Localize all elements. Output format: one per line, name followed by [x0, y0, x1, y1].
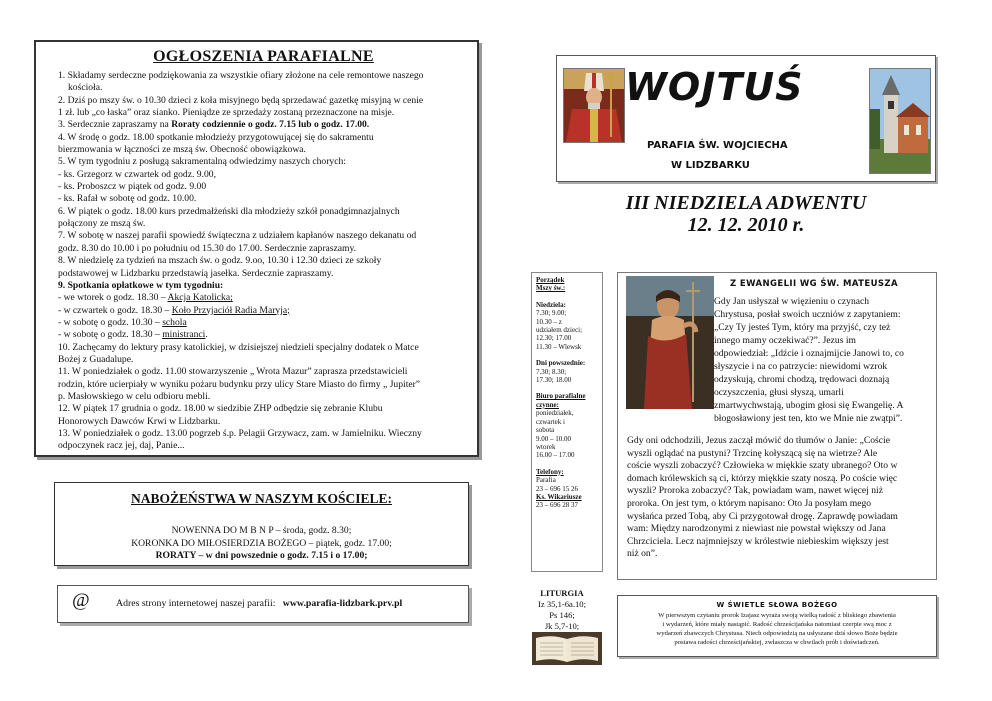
schedule-line: 10.30 – z — [536, 317, 562, 326]
gospel-line: „Czy Ty jesteś Tym, który ma przyjść, czy też — [714, 322, 891, 333]
schedule-line: 23 – 696 15 26 — [536, 484, 578, 493]
announcement-line: 10. Zachęcamy do lektury prasy katolickiej, w dzisiejszej niedzieli specjalny dodatek o Matce — [58, 341, 419, 353]
announcement-line: 1. Składamy serdeczne podziękowania za wszystkie ofiary złożone na cele remontowe naszego — [58, 70, 424, 81]
announcement-line: p. Masłowskiego w celu odbioru mebli. — [58, 390, 211, 402]
gospel-box — [617, 272, 937, 580]
sunday-name: III NIEDZIELA ADWENTU — [625, 192, 867, 214]
announcement-line: Honorowych Dawców Krwi w Lidzbarku. — [58, 415, 221, 427]
group-link: ministranci — [162, 329, 206, 341]
schedule-line: 9.00 – 10.00 — [536, 434, 571, 443]
schedule-line: 7.30; 9.00; — [536, 309, 567, 318]
announcement-line: 11. W poniedziałek o godz. 11.00 stowarzyszenie „ Wrota Mazur” zaprasza przedstawicieli — [58, 366, 408, 378]
gospel-body-line: coście wyszli zobaczyć? Człowieka w miękkie szaty ubranego? Oto w — [627, 460, 898, 471]
announcement-line: 8. W niedzielę za tydzień na mszach św. o godz. 9.oo, 10.30 i 12.30 dzieci ze szkoły — [58, 255, 382, 267]
mass-schedule-sidebar — [531, 272, 603, 572]
announcement-line: rodzin, które ucierpiały w wyniku pożaru budynku przy ulicy Stare Miasto do firmy „ Jupiter” — [58, 378, 421, 390]
word-line: W pierwszym czytaniu prorok Izajasz wyraża swoją wielką radość z bliskiego zbawienia — [658, 612, 896, 619]
schedule-line: 12.30; 17.00 — [536, 334, 572, 343]
sunday-heading — [556, 192, 936, 236]
announcement-line: odpoczynek racz jej, daj, Panie... — [58, 440, 185, 452]
phones-label: Telefony: — [536, 467, 564, 476]
service-line: NOWENNA DO M B N P – środa, godz. 8.30; — [171, 525, 352, 536]
gospel-line: zmartwychwstają, ubogim głosi się Ewangelię. A — [714, 400, 904, 411]
schedule-title: Porządek — [536, 276, 565, 284]
gospel-line: odzyskują, chromi chodzą, trędowaci doznają — [714, 374, 890, 385]
gospel-line: odpowiedział: „Idźcie i oznajmijcie Janowi to, co — [714, 348, 904, 359]
announcement-line: 13. W poniedziałek o godz. 13.00 pogrzeb ś.p. Pelagii Grzywacz, zam. w Jamielniku. Wieczny — [58, 427, 422, 439]
gospel-title: Z EWANGELII WG ŚW. MATEUSZA — [730, 279, 898, 289]
liturgy-title: LITURGIA — [540, 588, 584, 598]
schedule-line: sobota — [536, 426, 555, 435]
gospel-body-line: wyszli oglądać na pustyni? Trzcinę kołyszącą się na wietrze? Ale — [627, 448, 878, 459]
vicars-label: Ks. Wikariusze — [536, 492, 582, 501]
announcement-line-roraty: 3. Serdecznie zapraszamy na Roraty codziennie o godz. 7.15 lub o godz. 17.00. — [58, 119, 370, 131]
liturgy-reading: Jk 5,7-10; — [544, 621, 580, 631]
announcement-line: godz. 8.30 do 10.00 i po południu od 15.30 do 17.00. Serdecznie zapraszamy. — [58, 242, 357, 254]
word-line: i wydarzeń, które miały nastąpić. Radość chrześcijańska natomiast czerpie swą moc z — [662, 621, 892, 628]
announcement-line: - ks. Proboszcz w piątek od godz. 9.00 — [58, 181, 207, 193]
service-line-roraty: RORATY – w dni powszednie o godz. 7.15 i o 17.00; — [155, 550, 368, 561]
schedule-line: udziałem dzieci; — [536, 326, 583, 335]
wafer-meetings-heading: 9. Spotkania opłatkowe w tym tygodniu: — [58, 279, 224, 291]
office-label: czynne: — [536, 400, 559, 409]
roraty-bold: Roraty codziennie o godz. 7.15 lub o godz. 17.00. — [171, 119, 370, 131]
service-line: KORONKA DO MIŁOSIERDZIA BOŻEGO – piątek, godz. 17.00; — [131, 537, 392, 549]
website-label: Adres strony internetowej naszej parafii: — [116, 598, 276, 609]
weekday-label: Dni powszednie: — [536, 359, 586, 368]
schedule-line: Parafia — [536, 476, 556, 485]
announcements-title: OGŁOSZENIA PARAFIALNE — [153, 48, 374, 65]
john-baptist-painting — [626, 276, 714, 409]
liturgy-block — [522, 588, 602, 632]
open-bible-image — [532, 632, 602, 665]
website-line — [116, 598, 402, 609]
schedule-line: poniedziałek, — [536, 409, 574, 418]
gospel-line: innego mamy oczekiwać?”. Jezus im — [714, 335, 856, 346]
group-link: Koło Przyjaciół Radia Maryja; — [171, 304, 290, 316]
schedule-line: wtorek — [536, 442, 556, 451]
newsletter-title: WOJTUŚ — [625, 65, 804, 109]
wafer-meeting-item: - we wtorek o godz. 18.30 – Akcja Katolicka; — [58, 292, 233, 304]
masthead-box — [556, 55, 936, 182]
word-line: wydarzeń zbawczych Chrystusa. Niech odpowiedzią na usłyszane dziś słowo Boże będzie — [656, 630, 898, 637]
announcement-line: kościoła. — [68, 82, 103, 94]
announcement-line: bierzmowania w łączności ze mszą św. Obecność obowiązkowa. — [58, 144, 306, 156]
announcements-box — [34, 40, 479, 457]
announcement-line: Bożej z Guadalupe. — [58, 353, 134, 365]
wafer-meeting-item: - w sobotę o godz. 18.30 – ministranci. — [58, 329, 208, 341]
wafer-meeting-item: - w sobotę o godz. 10.30 – schola — [58, 316, 187, 328]
liturgy-reading: Ps 146; — [549, 610, 575, 620]
gospel-body-line: Gdy oni odchodzili, Jezus zaczął mówić do tłumów o Janie: „Coście — [627, 435, 890, 446]
gospel-body-line: wam: Między narodzonymi z niewiast nie powstał większy od Jana — [627, 523, 886, 534]
schedule-line: 11.30 – Wlewsk — [536, 342, 582, 351]
schedule-title: Mszy św.: — [536, 284, 566, 293]
schedule-line: 17.30; 18.00 — [536, 376, 572, 385]
gospel-body-line: Chrzciciela. Lecz najmniejszy w królestwie niebieskim większy jest — [627, 536, 889, 547]
at-icon: @ — [72, 590, 90, 611]
group-link: schola — [162, 316, 187, 328]
gospel-line: Chrystusa, posłał swoich uczniów z zapytaniem: — [714, 309, 901, 320]
announcement-line: 2. Dziś po mszy św. o 10.30 dzieci z koła misyjnego będą sprzedawać gazetkę misyjną w cenie — [58, 94, 424, 106]
schedule-line: 7.30; 8.30; — [536, 367, 567, 376]
gospel-body-line: domach królewskich są ci, którzy miękkie szaty noszą. Po coście więc — [627, 473, 898, 484]
announcement-line: 4. W środę o godz. 18.00 spotkanie młodzieży przygotowującej się do sakramentu — [58, 131, 374, 143]
schedule-line: 23 – 696 28 37 — [536, 501, 578, 510]
announcement-line: - ks. Rafał w sobotę od godz. 10.00. — [58, 193, 197, 205]
word-of-god-box — [617, 595, 937, 657]
schedule-line: czwartek i — [536, 417, 565, 426]
announcement-line: 5. W tym tygodniu z posługą sakramentalną odwiedzimy naszych chorych: — [58, 156, 346, 168]
schedule-line: 16.00 – 17.00 — [536, 451, 575, 460]
gospel-line: oczyszczenia, głusi słyszą, umarli — [714, 387, 844, 398]
announcement-line: połączony ze mszą św. — [58, 218, 146, 230]
services-box — [54, 482, 469, 566]
gospel-body-line: niż on”. — [627, 548, 658, 559]
announcement-line: - ks. Grzegorz w czwartek od godz. 9.00, — [58, 168, 216, 180]
announcement-line: 6. W piątek o godz. 18.00 kurs przedmałżeński dla młodzieży szkół ponadgimnazjalnych — [58, 205, 400, 217]
gospel-body-line: proroka. On jest tym, o którym napisano: Oto Ja posyłam mego — [627, 498, 872, 509]
church-photo — [869, 68, 931, 174]
announcement-line: 12. W piątek 17 grudnia o godz. 18.00 w siedzibie ZHP odbędzie się zebranie Klubu — [58, 403, 383, 415]
gospel-body-line: wyszli? Proroka zobaczyć? Tak, powiadam wam, nawet więcej niż — [627, 485, 883, 496]
announcement-line: podstawowej w Lidzbarku przedstawią jasełka. Serdecznie zapraszamy. — [58, 267, 334, 279]
parish-name: PARAFIA ŚW. WOJCIECHA — [647, 140, 788, 151]
services-title: NABOŻEŃSTWA W NASZYM KOŚCIELE: — [131, 491, 392, 506]
gospel-body-line: wysłańca przed Tobą, aby Ci przygotował drogę. Zaprawdę powiadam — [627, 511, 898, 522]
website-url[interactable]: www.parafia-lidzbark.prv.pl — [282, 598, 403, 609]
wafer-meeting-item: - w czwartek o godz. 18.30 – Koło Przyjaciół Radia Maryja; — [58, 304, 290, 316]
liturgy-reading: Iz 35,1-6a.10; — [538, 599, 586, 609]
gospel-line: słyszycie i na co patrzycie: niewidomi wzrok — [714, 361, 888, 372]
group-link: Akcja Katolicka; — [167, 292, 233, 304]
website-box — [57, 585, 469, 623]
gospel-line: Gdy Jan usłyszał w więzieniu o czynach — [714, 296, 870, 307]
sunday-label: Niedziela: — [536, 300, 566, 309]
word-title: W ŚWIETLE SŁOWA BOŻEGO — [716, 601, 838, 609]
parish-location: W LIDZBARKU — [671, 160, 750, 171]
word-line: postawa radości chrześcijańskiej, zwłaszcza w chwilach prób i doświadczeń. — [674, 639, 880, 646]
office-label: Biuro parafialne — [536, 392, 586, 401]
announcement-line: 1 zł. lub „co łaska” oraz sianko. Pieniądze ze sprzedaży zostaną przeznaczone na misje. — [58, 107, 395, 119]
announcement-line: 7. W sobotę w naszej parafii spowiedź świąteczna z udziałem kapłanów naszego dekanatu od — [58, 230, 417, 242]
saint-adalbert-image — [563, 68, 625, 143]
gospel-line: błogosławiony jest ten, kto we Mnie nie zwątpi”. — [714, 413, 903, 424]
sunday-date: 12. 12. 2010 r. — [687, 214, 805, 236]
